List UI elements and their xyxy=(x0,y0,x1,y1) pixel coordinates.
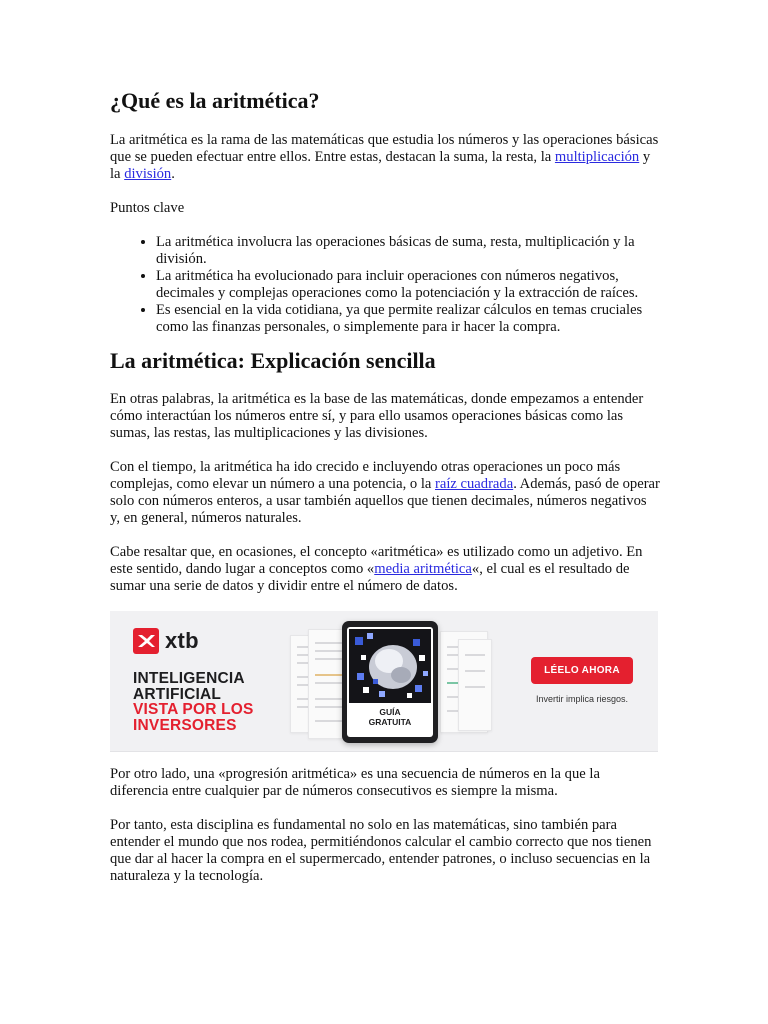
p2-end: . Además, pasó de operar solo con números enteros, a usar también aquellos que tienen decimales, números negativos y, en general, números naturales. xyxy=(110,476,660,526)
doc-page-image xyxy=(458,639,492,731)
p3-start: Cabe resaltar que, en ocasiones, el concepto «aritmética» es utilizado como un adjetivo. En este sentido, dando lugar a conceptos como « xyxy=(110,544,643,577)
ad-headline xyxy=(133,671,254,733)
intro-text: La aritmética es la rama de las matemáticas que estudia los números y las operaciones básicas que se pueden efectuar entre ellos. Entre estas, destacan la suma, la resta, la xyxy=(110,132,659,165)
brand-name: xtb xyxy=(165,628,199,653)
section-heading: La aritmética: Explicación sencilla xyxy=(110,348,436,373)
paragraph-3 xyxy=(110,544,660,595)
key-points-list xyxy=(110,234,660,336)
list-item: • La aritmética involucra las operaciones básicas de suma, resta, multiplicación y la división. xyxy=(156,234,660,268)
paragraph-2 xyxy=(110,459,660,527)
xtb-logo-icon xyxy=(133,628,159,654)
list-item: • Es esencial en la vida cotidiana, ya que permite realizar cálculos en temas cruciales como las finanzas personales, o simplemente para ir hacer la compra. xyxy=(156,302,660,336)
link-division[interactable]: división xyxy=(124,166,172,182)
link-raiz-cuadrada[interactable]: raíz cuadrada xyxy=(435,476,514,492)
headline-line: ARTIFICIAL xyxy=(133,685,222,703)
p3-end: «, el cual es el resultado de sumar una serie de datos y dividir entre el número de datos. xyxy=(110,561,630,594)
guide-tablet-image xyxy=(342,621,438,743)
ad-banner[interactable] xyxy=(110,611,658,752)
paragraph-5: Por tanto, esta disciplina es fundamental no solo en las matemáticas, sino también para entender el mundo que nos rodea, permitiéndonos calcular el cambio correcto que nos tienen que dar al hacer la compra en el supermercado, entender patrones, o incluso secuencias en la naturaleza y la tecnología. xyxy=(110,817,652,884)
intro-paragraph xyxy=(110,132,660,183)
paragraph-1: En otras palabras, la aritmética es la base de las matemáticas, donde empezamos a entender cómo interactúan los números entre sí, y para ello usamos operaciones básicas como las sumas, las restas, las multiplicaciones y las divisiones. xyxy=(110,391,644,441)
brand-logo xyxy=(133,628,199,654)
intro-end: . xyxy=(171,166,175,182)
headline-line: INVERSORES xyxy=(133,716,237,734)
list-item: • La aritmética ha evolucionado para incluir operaciones con números negativos, decimales y complejas operaciones como la potenciación y la extracción de raíces. xyxy=(156,268,660,302)
link-media-aritmetica[interactable]: media aritmética xyxy=(374,561,472,577)
intro-mid: y la xyxy=(110,149,651,182)
link-multiplicacion[interactable]: multiplicación xyxy=(554,149,640,165)
p2-start: Con el tiempo, la aritmética ha ido crecido e incluyendo otras operaciones un poco más complejas, como elevar un número a una potencia, o la xyxy=(110,459,621,492)
tablet-caption-line: GRATUITA xyxy=(368,717,412,727)
key-points-label: Puntos clave xyxy=(110,200,185,216)
page-title: ¿Qué es la aritmética? xyxy=(110,88,320,113)
headline-line: INTELIGENCIA xyxy=(133,670,245,687)
headline-line: VISTA POR LOS xyxy=(133,701,254,718)
paragraph-4: Por otro lado, una «progresión aritmética» es una secuencia de números en la que la diferencia entre cualquier par de números consecutivos es siempre la misma. xyxy=(110,766,600,799)
read-now-button[interactable]: LÉELO AHORA xyxy=(531,657,633,684)
risk-disclaimer: Invertir implica riesgos. xyxy=(535,694,629,704)
article xyxy=(110,82,660,885)
tablet-caption-line: GUÍA xyxy=(379,707,401,717)
ai-cover-art xyxy=(349,629,431,703)
tablet-caption xyxy=(347,707,433,727)
